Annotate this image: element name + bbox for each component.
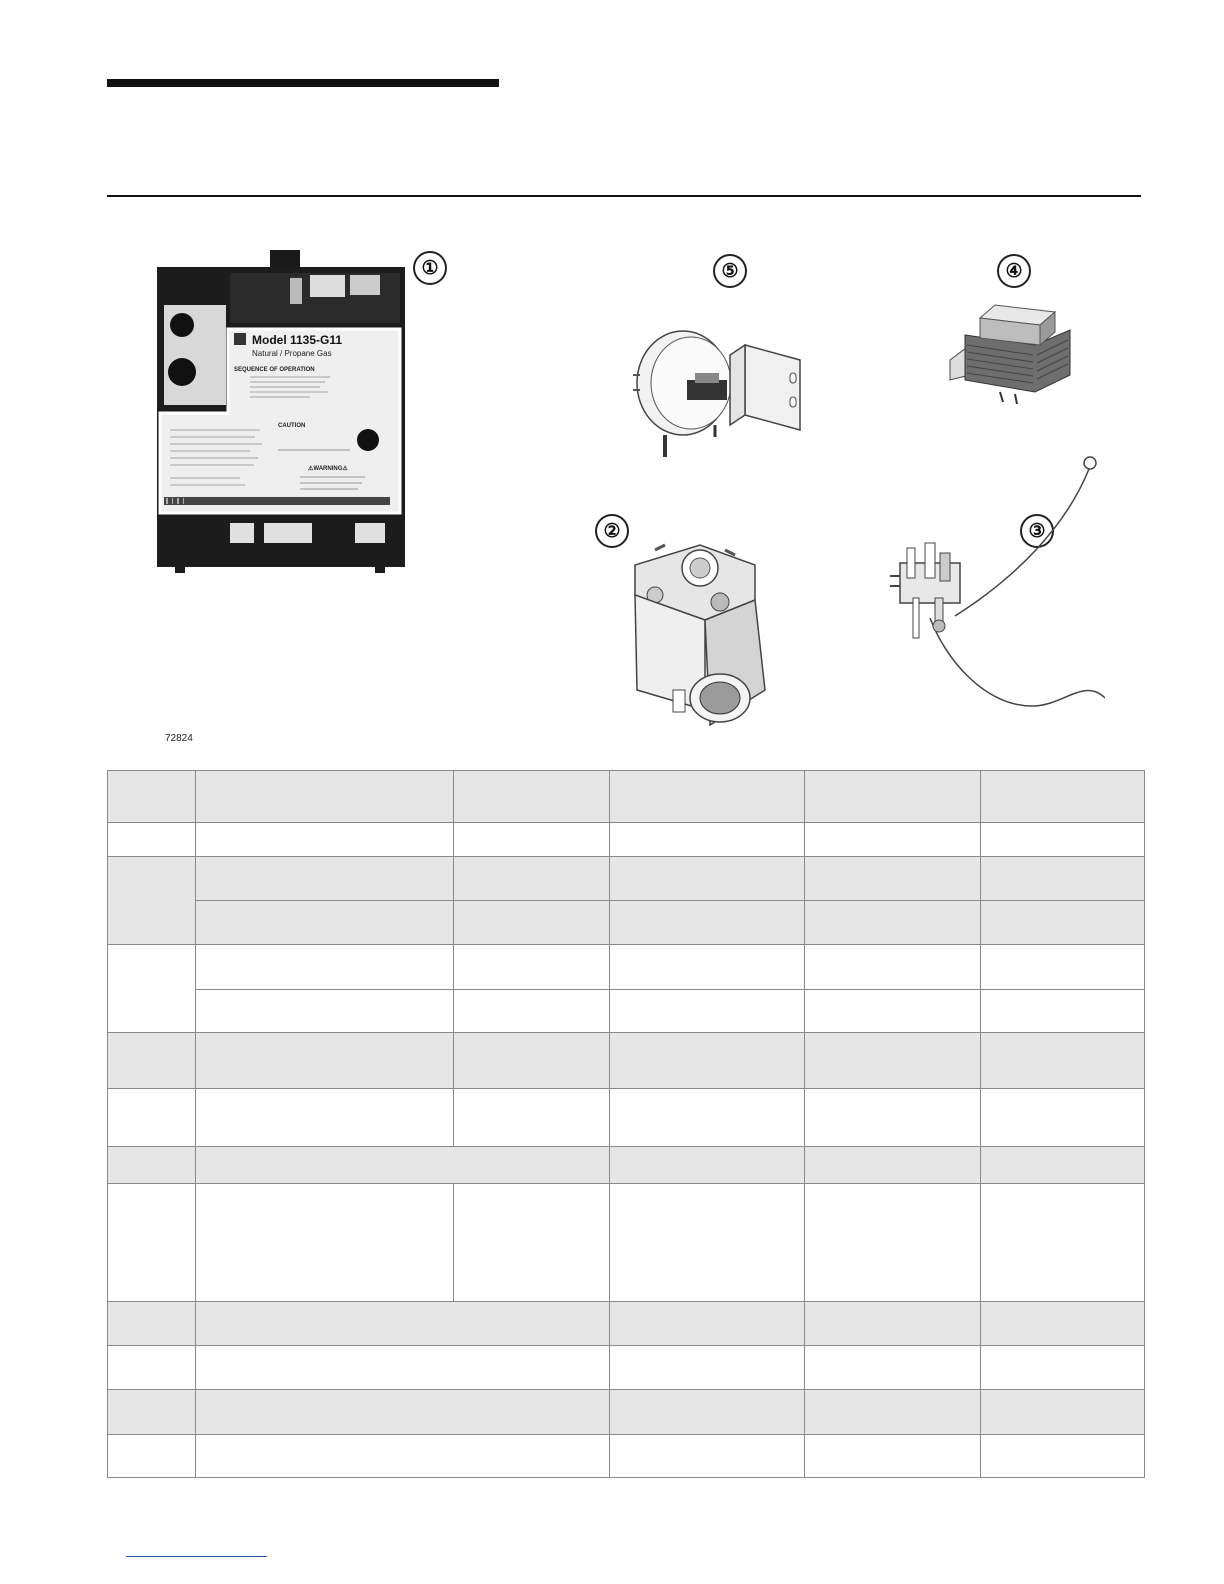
table-cell <box>108 1147 196 1183</box>
table-cell <box>981 1434 1145 1477</box>
board-caution-text: CAUTION <box>278 423 306 429</box>
table-cell <box>108 945 196 1033</box>
table-header-cell <box>805 771 981 823</box>
table-cell <box>454 945 610 990</box>
table-cell <box>981 857 1145 901</box>
table-row <box>108 823 1145 857</box>
table-cell <box>454 990 610 1033</box>
table-cell <box>108 1434 196 1477</box>
table-cell <box>610 1089 805 1147</box>
table-header-cell <box>108 771 196 823</box>
table-cell <box>805 990 981 1033</box>
table-cell <box>805 1301 981 1345</box>
table-row <box>108 945 1145 990</box>
header-bar <box>107 79 499 87</box>
table-cell <box>196 857 454 901</box>
table-cell <box>196 1345 610 1389</box>
table-cell <box>981 1183 1145 1301</box>
gas-valve-image <box>625 540 775 735</box>
table-header-cell <box>196 771 454 823</box>
table-cell <box>981 1033 1145 1089</box>
table-cell <box>196 901 454 945</box>
table-cell <box>196 1147 610 1183</box>
table-cell <box>805 1183 981 1301</box>
table-row <box>108 1089 1145 1147</box>
table-header-cell <box>610 771 805 823</box>
callout-4: ④ <box>997 254 1031 288</box>
table-cell <box>196 945 454 990</box>
table-cell <box>196 1033 454 1089</box>
pressure-switch-image <box>625 325 810 465</box>
table-cell <box>610 1183 805 1301</box>
table-cell <box>610 1301 805 1345</box>
table-cell <box>805 857 981 901</box>
table-cell <box>805 823 981 857</box>
table-header-cell <box>981 771 1145 823</box>
board-sequence-text: SEQUENCE OF OPERATION <box>234 367 315 373</box>
transformer-image <box>945 300 1085 405</box>
table-row <box>108 1389 1145 1434</box>
table-cell <box>981 990 1145 1033</box>
section-rule <box>107 195 1141 197</box>
table-cell <box>610 990 805 1033</box>
table-cell <box>196 990 454 1033</box>
table-row <box>108 1434 1145 1477</box>
table-cell <box>805 1345 981 1389</box>
table-cell <box>108 1345 196 1389</box>
table-cell <box>196 823 454 857</box>
table-cell <box>108 1389 196 1434</box>
callout-1: ① <box>413 251 447 285</box>
callout-2: ② <box>595 514 629 548</box>
table-cell <box>610 823 805 857</box>
table-cell <box>610 1389 805 1434</box>
table-cell <box>108 1089 196 1147</box>
table-cell <box>981 1147 1145 1183</box>
table-cell <box>196 1301 610 1345</box>
figure-id: 72824 <box>165 733 193 744</box>
table-cell <box>981 1301 1145 1345</box>
table-cell <box>108 1183 196 1301</box>
table-cell <box>454 823 610 857</box>
table-row <box>108 990 1145 1033</box>
footer-link-underline[interactable] <box>126 1556 267 1557</box>
table-cell <box>981 901 1145 945</box>
table-cell <box>454 1183 610 1301</box>
table-cell <box>196 1183 454 1301</box>
ignition-control-board-image <box>150 245 410 575</box>
table-cell <box>805 945 981 990</box>
callout-3: ③ <box>1020 514 1054 548</box>
table-cell <box>108 1033 196 1089</box>
table-header-cell <box>454 771 610 823</box>
table-cell <box>108 857 196 945</box>
table-cell <box>981 945 1145 990</box>
table-cell <box>610 1147 805 1183</box>
table-cell <box>108 1301 196 1345</box>
table-cell <box>805 901 981 945</box>
table-row <box>108 1147 1145 1183</box>
table-cell <box>454 1089 610 1147</box>
table-row <box>108 1033 1145 1089</box>
callout-5: ⑤ <box>713 254 747 288</box>
table-row <box>108 1183 1145 1301</box>
board-gas-text: Natural / Propane Gas <box>252 349 332 358</box>
table-cell <box>196 1389 610 1434</box>
table-row <box>108 1345 1145 1389</box>
table-cell <box>610 901 805 945</box>
table-cell <box>981 1389 1145 1434</box>
board-warning-text: ⚠WARNING⚠ <box>308 466 348 472</box>
table-cell <box>805 1389 981 1434</box>
table-cell <box>610 1434 805 1477</box>
table-cell <box>196 1089 454 1147</box>
table-cell <box>454 857 610 901</box>
table-row <box>108 1301 1145 1345</box>
board-model-text: Model 1135-G11 <box>252 333 343 347</box>
parts-table <box>107 770 1145 1478</box>
table-cell <box>610 1345 805 1389</box>
table-cell <box>981 1089 1145 1147</box>
table-cell <box>454 901 610 945</box>
table-cell <box>610 945 805 990</box>
table-header-row <box>108 771 1145 823</box>
table-cell <box>981 1345 1145 1389</box>
table-cell <box>805 1147 981 1183</box>
table-cell <box>196 1434 610 1477</box>
table-cell <box>108 823 196 857</box>
pilot-assembly-image <box>885 448 1105 718</box>
table-cell <box>805 1089 981 1147</box>
table-cell <box>610 857 805 901</box>
table-cell <box>981 823 1145 857</box>
table-cell <box>805 1033 981 1089</box>
table-cell <box>454 1033 610 1089</box>
table-row <box>108 901 1145 945</box>
table-cell <box>610 1033 805 1089</box>
table-row <box>108 857 1145 901</box>
table-cell <box>805 1434 981 1477</box>
